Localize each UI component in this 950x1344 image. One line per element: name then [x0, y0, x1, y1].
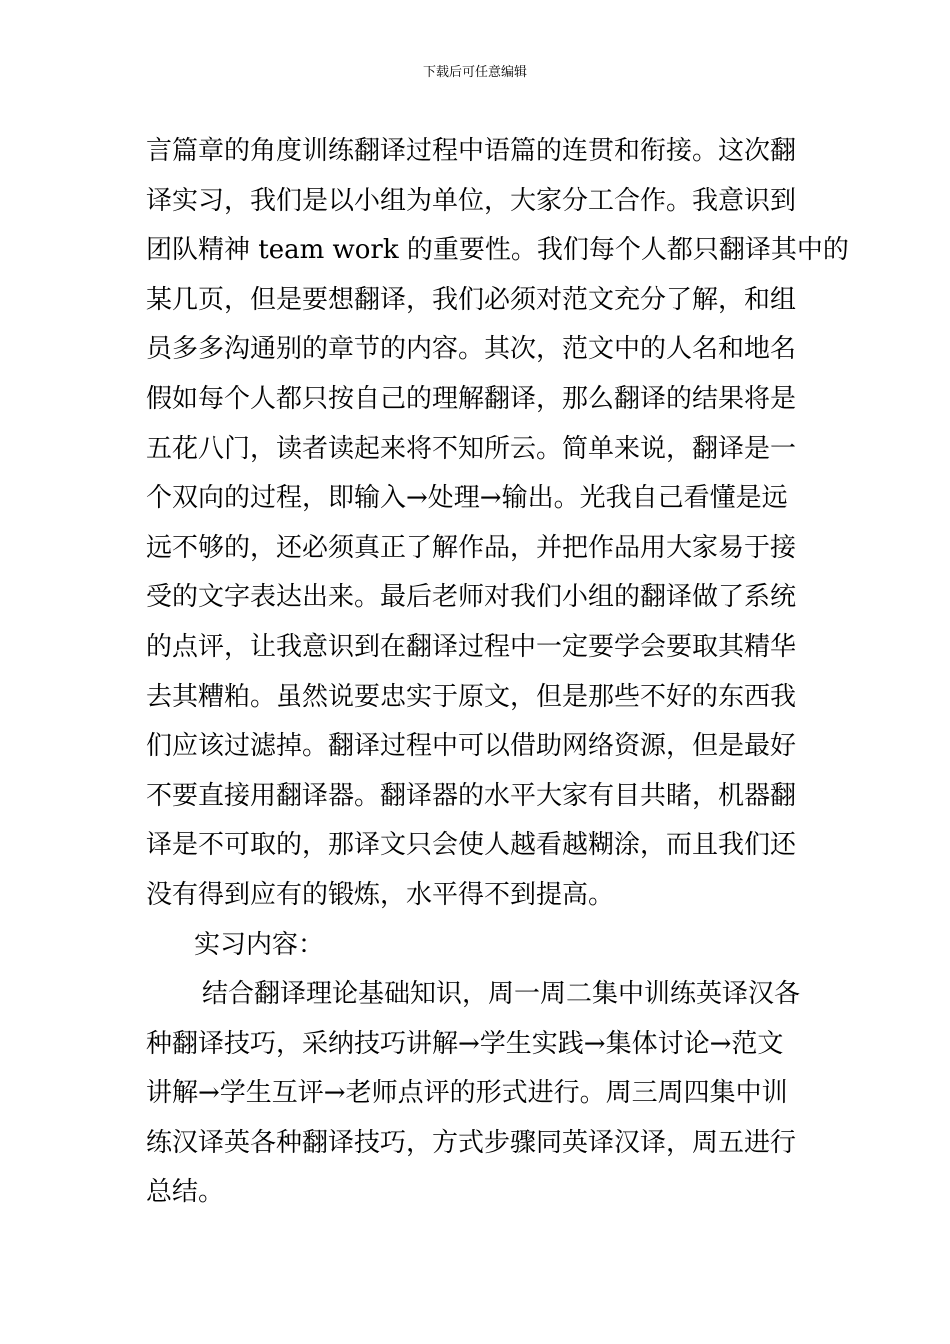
text-line: 言篇章的角度训练翻译过程中语篇的连贯和衔接。这次翻: [146, 136, 797, 166]
text-line: 受的文字表达出来。最后老师对我们小组的翻译做了系统: [146, 582, 797, 613]
text-line: 团队精神 team work 的重要性。我们每个人都只翻译其中的: [146, 235, 849, 266]
text-line: 种翻译技巧，采纳技巧讲解→学生实践→集体讨论→范文: [146, 1028, 784, 1059]
text-line: 去其糟粕。虽然说要忠实于原文，但是那些不好的东西我: [146, 681, 797, 712]
text-line: 某几页，但是要想翻译，我们必须对范文充分了解，和组: [146, 284, 797, 315]
text-line: 假如每个人都只按自己的理解翻译，那么翻译的结果将是: [146, 383, 797, 414]
section-heading: 实习内容：: [194, 929, 325, 960]
text-line: 的点评，让我意识到在翻译过程中一定要学会要取其精华: [146, 631, 797, 662]
text-line: 译实习，我们是以小组为单位，大家分工合作。我意识到: [146, 185, 797, 216]
paragraph-reflection: [146, 127, 849, 921]
text-line: 员多多沟通别的章节的内容。其次，范文中的人名和地名: [146, 334, 797, 365]
text-line: 讲解→学生互评→老师点评的形式进行。周三周四集中训: [146, 1078, 788, 1109]
text-line: 没有得到应有的锻炼，水平得不到提高。: [146, 879, 615, 910]
text-line: 远不够的，还必须真正了解作品，并把作品用大家易于接: [146, 532, 797, 563]
text-line: 个双向的过程，即输入→处理→输出。光我自己看懂是远: [146, 483, 788, 514]
text-line: 不要直接用翻译器。翻译器的水平大家有目共睹，机器翻: [146, 780, 797, 811]
text-line: 结合翻译理论基础知识，周一周二集中训练英译汉各: [202, 979, 801, 1010]
text-line: 们应该过滤掉。翻译过程中可以借助网络资源，但是最好: [146, 731, 797, 762]
document-body: [146, 127, 849, 1218]
text-line: 五花八门，读者读起来将不知所云。简单来说，翻译是一: [146, 433, 797, 464]
page-header: 下载后可任意编辑: [422, 65, 527, 80]
paragraph-content: [146, 970, 806, 1218]
text-line: 译是不可取的，那译文只会使人越看越糊涂，而且我们还: [146, 830, 797, 861]
text-line: 练汉译英各种翻译技巧，方式步骤同英译汉译，周五进行: [146, 1127, 797, 1158]
text-line: 总结。: [146, 1177, 225, 1208]
